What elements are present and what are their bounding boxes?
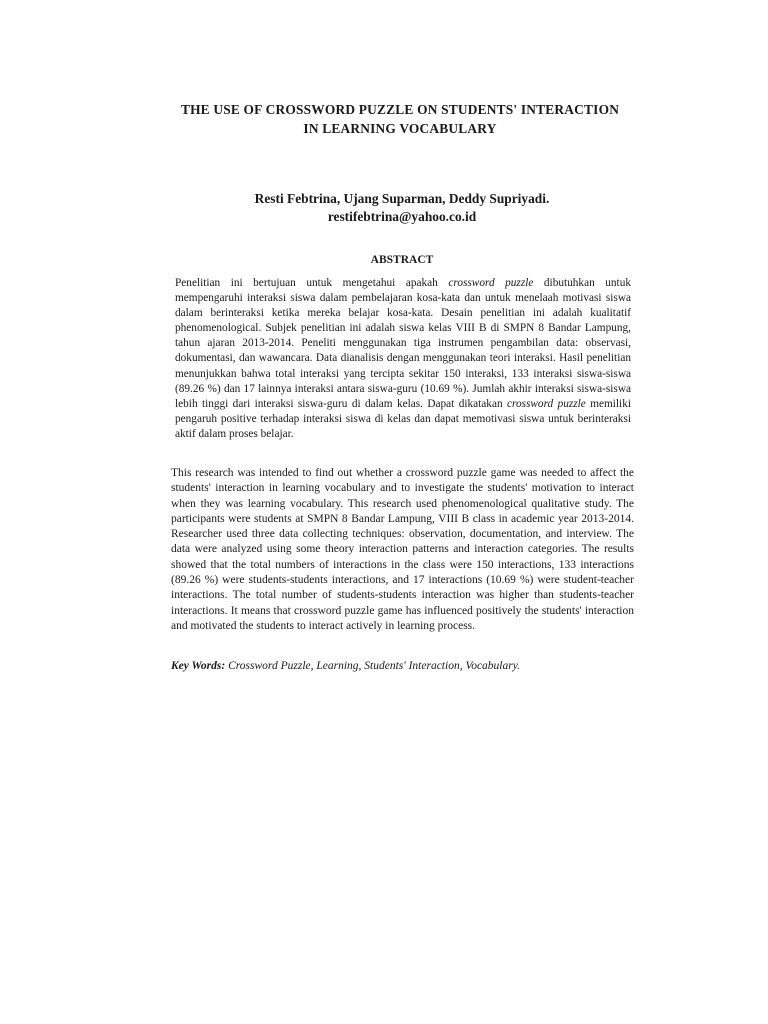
- keywords: [171, 660, 634, 672]
- title-line-1: THE USE OF CROSSWORD PUZZLE ON STUDENTS' INTERACTION: [180, 102, 620, 117]
- keywords-list: Crossword Puzzle, Learning, Students' Interaction, Vocabulary.: [225, 660, 521, 672]
- abstract-id-text-2: dibutuhkan untuk mempengaruhi interaksi siswa dalam pembelajaran kosa-kata dan untuk menelaah motivasi siswa dalam berinteraksi ketika mereka belajar kosa-kata. Desain penelitian ini adalah kualitatif phenomenological. Subjek penelitian ini adalah siswa kelas VIII B di SMPN 8 Bandar Lampung, tahun ajaran 2013-2014. Peneliti menggunakan tiga instrumen pengambilan data: observasi, dokumentasi, dan wawancara. Data dianalisis dengan menggunakan teori interaksi. Hasil penelitian menunjukkan bahwa total interaksi yang tercipta sekitar 150 interaksi, 133 interaksi siswa-siswa (89.26 %) dan 17 lainnya interaksi antara siswa-guru (10.69 %). Jumlah akhir interaksi siswa-siswa lebih tinggi dari interaksi siswa-guru di dalam kelas. Dapat dikatakan: [175, 277, 631, 410]
- abstract-id-text-1: Penelitian ini bertujuan untuk mengetahui apakah: [175, 277, 449, 289]
- paper-title: [100, 100, 700, 138]
- abstract-heading: ABSTRACT: [370, 254, 434, 266]
- author-email: restifebtrina@yahoo.co.id: [327, 209, 477, 224]
- abstract-id-term-2: crossword puzzle: [506, 397, 586, 410]
- abstract-id-term-1: crossword puzzle: [448, 277, 534, 289]
- keywords-label: Key Words:: [171, 660, 226, 672]
- abstract-indonesian: [175, 276, 631, 442]
- author-block: [100, 190, 704, 226]
- abstract-english: This research was intended to find out whether a crossword puzzle game was needed to affect the students' interaction in learning vocabulary and to investigate the students' motivation to interact when they was learning vocabulary. This research used phenomenological qualitative study. The participants were students at SMPN 8 Bandar Lampung, VIII B class in academic year 2013-2014. Researcher used three data collecting techniques: observation, documentation, and interview. The data were analyzed using some theory interaction patterns and interaction categories. The results showed that the total numbers of interactions in the class were 150 interactions, 133 interactions (89.26 %) were students-students interactions, and 17 interactions (10.69 %) were student-teacher interactions. The total number of students-students interaction was higher than students-teacher interactions. It means that crossword puzzle game has influenced positively the students' interaction and motivated the students to interact actively in learning process.: [171, 467, 634, 632]
- title-line-2: IN LEARNING VOCABULARY: [303, 121, 497, 136]
- author-names: Resti Febtrina, Ujang Suparman, Deddy Supriyadi.: [254, 191, 550, 206]
- abstract-id-text-3: memiliki pengaruh positive terhadap interaksi siswa di kelas dan dapat memotivasi siswa untuk berinteraksi aktif dalam proses belajar.: [175, 397, 631, 440]
